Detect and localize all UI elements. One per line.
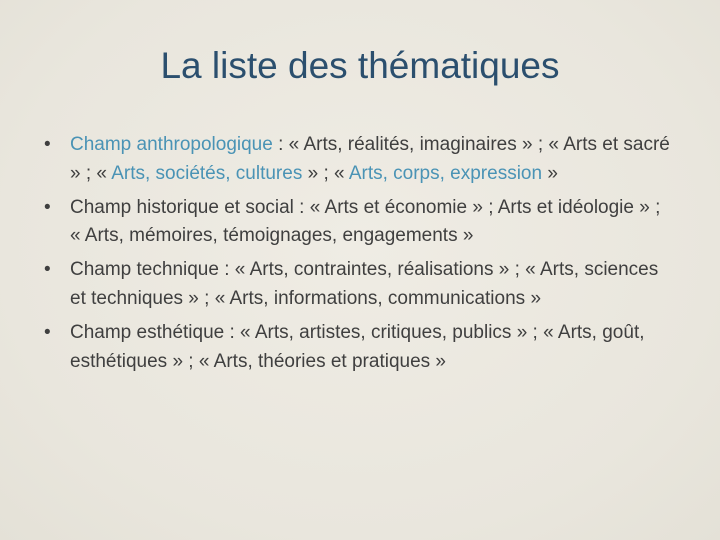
highlighted-text: Arts, sociétés, cultures — [111, 162, 303, 184]
bullet-dot-icon: • — [44, 134, 51, 155]
plain-text: Champ historique et social : « Arts et économie » ; Arts et idéologie » ; « Arts, mémoires, témoignages, engagements » — [70, 196, 661, 247]
plain-text: Champ esthétique : « Arts, artistes, critiques, publics » ; « Arts, goût, esthétiques » ; « Arts, théories et pratiques » — [70, 321, 645, 372]
bullet-dot-icon: • — [44, 259, 51, 281]
bullet-item — [44, 194, 674, 252]
bullet-text — [70, 197, 660, 247]
slide-title: La liste des thématiques — [160, 45, 560, 86]
bullet-text — [70, 134, 670, 184]
bullet-list — [44, 131, 674, 381]
highlighted-text: Champ anthropologique — [70, 134, 273, 155]
bullet-item — [44, 131, 674, 189]
plain-text: : « Arts, réalités, imaginaires » ; « Arts et sacré » ; « — [70, 134, 670, 184]
highlighted-text: Arts, corps, expression — [348, 162, 543, 184]
bullet-text — [70, 322, 645, 372]
plain-text: » ; « — [302, 162, 349, 184]
plain-text: » — [542, 162, 558, 184]
bullet-dot-icon: • — [44, 321, 51, 343]
plain-text: Champ technique : « Arts, contraintes, réalisations » ; « Arts, sciences et techniques » ; « Arts, informations, communications » — [70, 259, 659, 309]
bullet-dot-icon: • — [44, 196, 51, 218]
bullet-item — [44, 256, 674, 314]
bullet-text — [70, 259, 658, 309]
bullet-item — [44, 319, 674, 377]
